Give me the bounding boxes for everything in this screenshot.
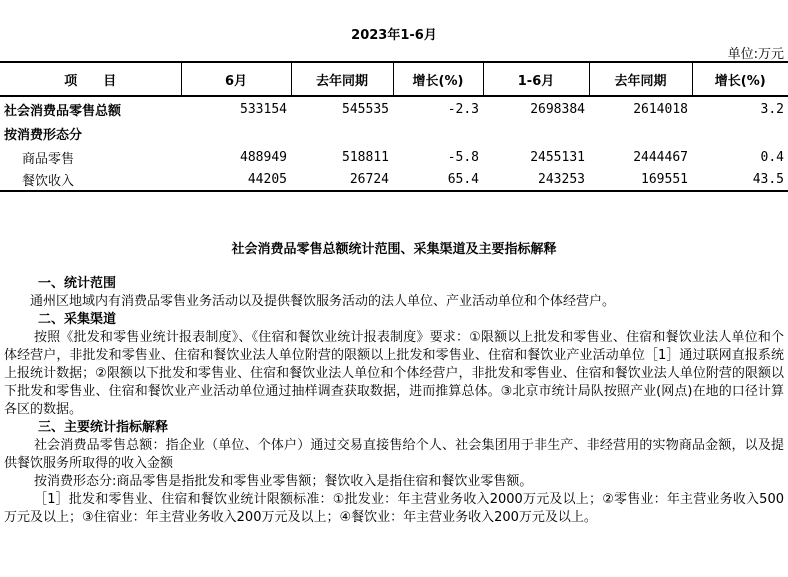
row-label: 餐饮收入 — [22, 174, 75, 189]
cell-value: 44205 — [247, 172, 287, 187]
table-header-row — [0, 62, 788, 96]
cell-value: 2698384 — [530, 101, 585, 117]
section-heading-channels: 二、采集渠道 — [38, 312, 117, 327]
header-growth-june: 增长(%) — [393, 62, 483, 96]
cell-value — [291, 121, 393, 145]
explanation-body — [4, 275, 784, 527]
indicator-text-consumption-form: 按消费形态分:商品零售是指批发和零售业零售额；餐饮收入是指住宿和餐饮业零售额。 — [34, 474, 533, 489]
cell-value: 2614018 — [633, 101, 688, 117]
cell-value — [181, 121, 291, 145]
indicator-text-total-retail: 社会消费品零售总额：指企业（单位、个体户）通过交易直接售给个人、社会集团用于非生产、非经营用的实物商品金额，以及提供餐饮服务所取得的收入金额 — [4, 438, 784, 471]
header-growth-jan-june: 增长(%) — [692, 62, 788, 96]
table-row — [0, 169, 788, 191]
section-heading-scope: 一、统计范围 — [38, 276, 117, 291]
unit-label: 单位:万元 — [727, 47, 784, 62]
row-label: 商品零售 — [22, 151, 75, 167]
cell-value: 43.5 — [752, 172, 784, 187]
cell-value: 2455131 — [530, 149, 585, 165]
cell-value: 2444467 — [633, 149, 688, 165]
retail-sales-table — [0, 61, 788, 192]
cell-value: 65.4 — [447, 172, 479, 187]
header-june: 6月 — [181, 62, 291, 96]
cell-value: 533154 — [240, 101, 287, 117]
section-heading-indicators: 三、主要统计指标解释 — [38, 420, 169, 435]
header-jan-june: 1-6月 — [483, 62, 589, 96]
table-row — [0, 96, 788, 121]
cell-value — [393, 121, 483, 145]
cell-value: 518811 — [342, 149, 389, 165]
header-last-year-jan-june: 去年同期 — [589, 62, 692, 96]
cell-value: 3.2 — [760, 101, 784, 117]
cell-value — [589, 121, 692, 145]
section-text-channels: 按照《批发和零售业统计报表制度》、《住宿和餐饮业统计报表制度》要求：①限额以上批发和零售业、住宿和餐饮业法人单位和个体经营户，非批发和零售业、住宿和餐饮业法人单位附营的限额以上批发和零售业、住宿和餐饮业产业活动单位［1］通过联网直报系统上报统计数据；②限额以下批发和零售业、住宿和餐饮业法人单位和个体经营户，非批发和零售业、住宿和餐饮业法人单位附营的限额以下批发和零售业、住宿和餐饮业产业活动单位通过抽样调查获取数据，进而推算总体。③北京市统计局队按照产业(网点)在地的口径计算各区的数据。 — [4, 330, 784, 417]
cell-value — [692, 121, 788, 145]
table-row — [0, 145, 788, 169]
row-label: 按消费形态分 — [4, 127, 83, 143]
explanation-title: 社会消费品零售总额统计范围、采集渠道及主要指标解释 — [231, 242, 557, 257]
cell-value — [483, 121, 589, 145]
cell-value: 545535 — [342, 101, 389, 117]
cell-value: 169551 — [641, 172, 688, 187]
section-text-scope: 通州区地域内有消费品零售业务活动以及提供餐饮服务活动的法人单位、产业活动单位和个体经营户。 — [30, 294, 616, 309]
report-period: 2023年1-6月 — [351, 28, 437, 43]
table-row — [0, 121, 788, 145]
footnote-thresholds: ［1］批发和零售业、住宿和餐饮业统计限额标准：①批发业：年主营业务收入2000万元及以上；②零售业：年主营业务收入500万元及以上；③住宿业：年主营业务收入200万元及以上；④餐饮业：年主营业务收入200万元及以上。 — [4, 492, 784, 525]
cell-value: 488949 — [240, 149, 287, 165]
cell-value: -5.8 — [447, 149, 479, 165]
cell-value: 243253 — [538, 172, 585, 187]
cell-value: 0.4 — [760, 149, 784, 165]
header-item: 项 目 — [64, 73, 117, 89]
cell-value: 26724 — [349, 172, 389, 187]
cell-value: -2.3 — [447, 101, 479, 117]
row-label: 社会消费品零售总额 — [4, 103, 122, 119]
header-last-year-june: 去年同期 — [291, 62, 393, 96]
